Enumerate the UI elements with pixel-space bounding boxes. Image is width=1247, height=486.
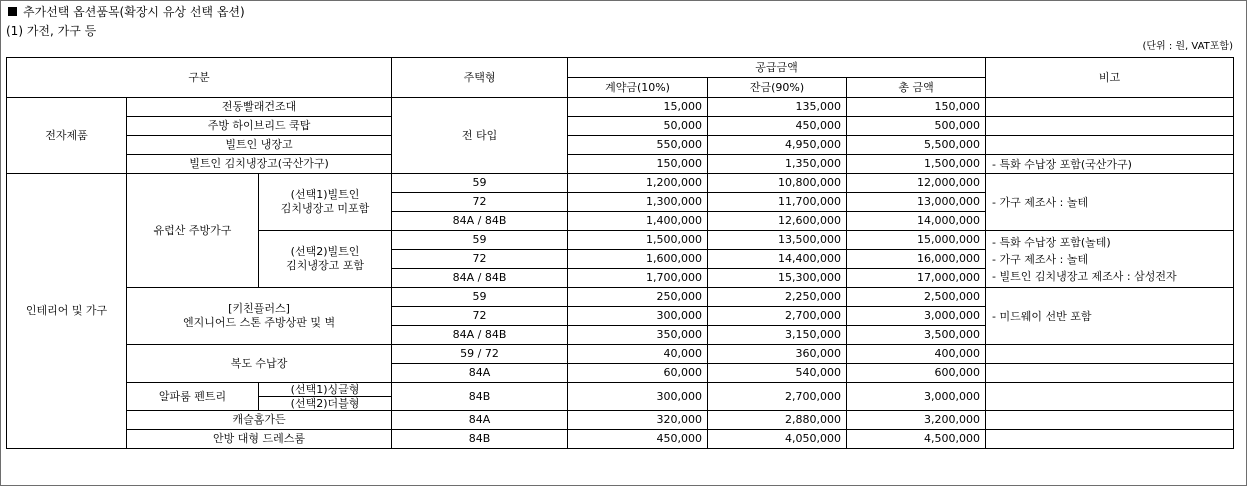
contract-cell: 550,000	[568, 136, 708, 155]
balance-cell: 540,000	[708, 364, 847, 383]
item-builtin-fridge: 빌트인 냉장고	[127, 136, 392, 155]
balance-cell: 10,800,000	[708, 174, 847, 193]
balance-cell: 2,700,000	[708, 383, 847, 411]
total-cell: 3,200,000	[847, 411, 986, 430]
total-cell: 3,000,000	[847, 383, 986, 411]
balance-cell: 4,050,000	[708, 430, 847, 449]
type-cell: 59	[392, 174, 568, 193]
item-kitchen-plus-line1: [키친플러스]	[228, 302, 290, 315]
header-house-type: 주택형	[392, 58, 568, 98]
note-cell	[986, 345, 1234, 364]
total-cell: 17,000,000	[847, 269, 986, 288]
options-table	[6, 57, 1234, 449]
total-cell: 500,000	[847, 117, 986, 136]
note-stone: - 미드웨이 선반 포함	[986, 288, 1234, 345]
table-row	[7, 174, 1234, 193]
balance-cell: 360,000	[708, 345, 847, 364]
balance-cell: 2,880,000	[708, 411, 847, 430]
square-bullet-icon	[8, 7, 17, 16]
total-cell: 1,500,000	[847, 155, 986, 174]
note-euro2-line3: - 빌트인 김치냉장고 제조사 : 삼성전자	[992, 269, 1177, 283]
contract-cell: 1,600,000	[568, 250, 708, 269]
type-cell: 72	[392, 193, 568, 212]
header-contract: 계약금(10%)	[568, 78, 708, 98]
type-all: 전 타입	[392, 98, 568, 174]
type-cell: 59	[392, 288, 568, 307]
table-row	[7, 383, 1234, 397]
note-kimchi: - 특화 수납장 포함(국산가구)	[986, 155, 1234, 174]
item-dryer: 전동빨래건조대	[127, 98, 392, 117]
contract-cell: 150,000	[568, 155, 708, 174]
table-row	[7, 136, 1234, 155]
table-row	[7, 288, 1234, 307]
item-euro-kitchen: 유럽산 주방가구	[127, 174, 259, 288]
item-kitchen-plus	[127, 288, 392, 345]
contract-cell: 350,000	[568, 326, 708, 345]
note-cell	[986, 117, 1234, 136]
type-cell: 84B	[392, 430, 568, 449]
table-row	[7, 155, 1234, 174]
total-cell: 13,000,000	[847, 193, 986, 212]
table-row	[7, 345, 1234, 364]
balance-cell: 13,500,000	[708, 231, 847, 250]
type-cell: 72	[392, 250, 568, 269]
balance-cell: 450,000	[708, 117, 847, 136]
item-kitchen-plus-line2: 엔지니어드 스톤 주방상판 및 벽	[182, 316, 336, 329]
type-cell: 59	[392, 231, 568, 250]
contract-cell: 15,000	[568, 98, 708, 117]
section-title-text: 추가선택 옵션품목(확장시 유상 선택 옵션)	[23, 5, 245, 19]
balance-cell: 12,600,000	[708, 212, 847, 231]
item-dressroom: 안방 대형 드레스룸	[127, 430, 392, 449]
header-balance: 잔금(90%)	[708, 78, 847, 98]
item-capsule-garden: 캐슬홈가든	[127, 411, 392, 430]
table-row	[7, 411, 1234, 430]
total-cell: 150,000	[847, 98, 986, 117]
option-euro-sel2-line2: 김치냉장고 포함	[286, 259, 364, 272]
total-cell: 5,500,000	[847, 136, 986, 155]
note-cell	[986, 430, 1234, 449]
unit-note: (단위 : 원, VAT포함)	[1142, 41, 1233, 52]
header-supply-amount: 공급금액	[568, 58, 986, 78]
type-cell: 84B	[392, 383, 568, 411]
contract-cell: 60,000	[568, 364, 708, 383]
header-category: 구분	[7, 58, 392, 98]
item-hall-storage: 복도 수납장	[127, 345, 392, 383]
balance-cell: 4,950,000	[708, 136, 847, 155]
total-cell: 2,500,000	[847, 288, 986, 307]
type-cell: 84A	[392, 411, 568, 430]
option-euro-sel2	[259, 231, 392, 288]
balance-cell: 14,400,000	[708, 250, 847, 269]
total-cell: 16,000,000	[847, 250, 986, 269]
option-pantry-double: (선택2)더블형	[259, 397, 392, 411]
option-euro-sel1	[259, 174, 392, 231]
note-cell	[986, 383, 1234, 411]
total-cell: 400,000	[847, 345, 986, 364]
item-builtin-kimchi: 빌트인 김치냉장고(국산가구)	[127, 155, 392, 174]
balance-cell: 1,350,000	[708, 155, 847, 174]
option-euro-sel1-line1: (선택1)빌트인	[290, 188, 360, 201]
note-euro2-line1: - 특화 수납장 포함(놀테)	[992, 235, 1111, 249]
contract-cell: 320,000	[568, 411, 708, 430]
contract-cell: 1,700,000	[568, 269, 708, 288]
option-euro-sel1-line2: 김치냉장고 미포함	[280, 202, 370, 215]
note-cell	[986, 411, 1234, 430]
group-interior: 인테리어 및 가구	[7, 174, 127, 449]
total-cell: 15,000,000	[847, 231, 986, 250]
table-row	[7, 430, 1234, 449]
section-subtitle: (1) 가전, 가구 등	[6, 24, 97, 38]
balance-cell: 3,150,000	[708, 326, 847, 345]
note-cell	[986, 364, 1234, 383]
total-cell: 3,500,000	[847, 326, 986, 345]
table-row	[7, 117, 1234, 136]
contract-cell: 40,000	[568, 345, 708, 364]
total-cell: 600,000	[847, 364, 986, 383]
type-cell: 84A / 84B	[392, 269, 568, 288]
contract-cell: 300,000	[568, 383, 708, 411]
note-euro2-line2: - 가구 제조사 : 놀테	[992, 252, 1089, 266]
type-cell: 84A / 84B	[392, 212, 568, 231]
header-total: 총 금액	[847, 78, 986, 98]
balance-cell: 2,700,000	[708, 307, 847, 326]
balance-cell: 11,700,000	[708, 193, 847, 212]
balance-cell: 135,000	[708, 98, 847, 117]
note-cell	[986, 136, 1234, 155]
type-cell: 72	[392, 307, 568, 326]
header-note: 비고	[986, 58, 1234, 98]
option-euro-sel2-line1: (선택2)빌트인	[290, 245, 360, 258]
option-pantry-single: (선택1)싱글형	[259, 383, 392, 397]
total-cell: 12,000,000	[847, 174, 986, 193]
type-cell: 84A / 84B	[392, 326, 568, 345]
total-cell: 4,500,000	[847, 430, 986, 449]
balance-cell: 2,250,000	[708, 288, 847, 307]
table-row	[7, 98, 1234, 117]
contract-cell: 450,000	[568, 430, 708, 449]
type-cell: 59 / 72	[392, 345, 568, 364]
note-euro2	[986, 231, 1234, 288]
contract-cell: 1,500,000	[568, 231, 708, 250]
contract-cell: 1,200,000	[568, 174, 708, 193]
item-hybrid-cooktop: 주방 하이브리드 쿡탑	[127, 117, 392, 136]
contract-cell: 250,000	[568, 288, 708, 307]
contract-cell: 300,000	[568, 307, 708, 326]
contract-cell: 1,300,000	[568, 193, 708, 212]
note-euro1: - 가구 제조사 : 놀테	[986, 174, 1234, 231]
contract-cell: 50,000	[568, 117, 708, 136]
total-cell: 3,000,000	[847, 307, 986, 326]
item-alpha-pantry: 알파룸 펜트리	[127, 383, 259, 411]
contract-cell: 1,400,000	[568, 212, 708, 231]
total-cell: 14,000,000	[847, 212, 986, 231]
section-title	[8, 4, 245, 20]
balance-cell: 15,300,000	[708, 269, 847, 288]
note-cell	[986, 98, 1234, 117]
group-appliances: 전자제품	[7, 98, 127, 174]
type-cell: 84A	[392, 364, 568, 383]
